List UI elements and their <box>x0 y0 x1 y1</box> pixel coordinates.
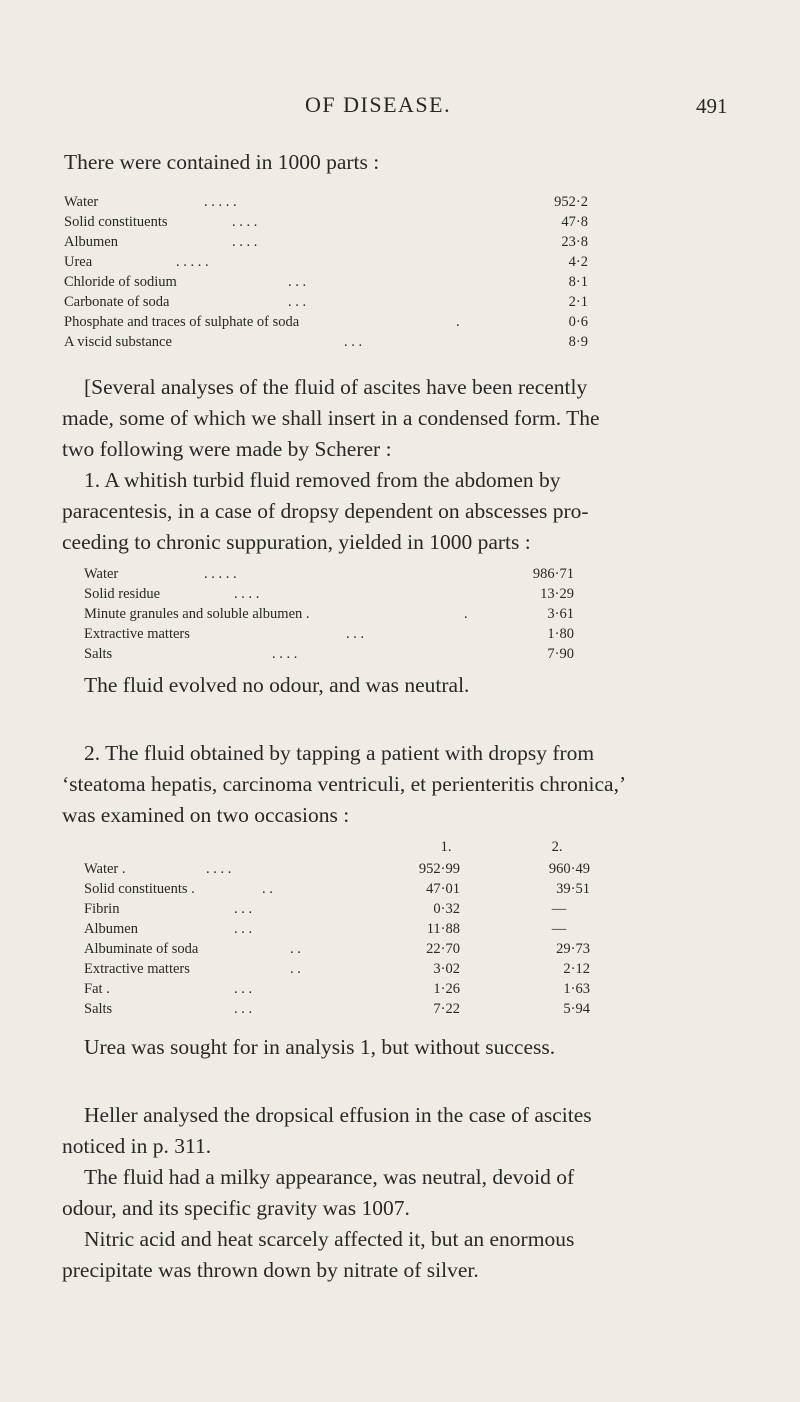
table-row: Albumen . . . 11·88 — <box>84 921 567 937</box>
intro-line: There were contained in 1000 parts : <box>64 150 380 174</box>
column-header-1: 1. <box>440 839 452 855</box>
table-row: Salts . . . . 7·90 <box>84 646 574 662</box>
page-number: 491 <box>696 94 728 118</box>
column-header-2: 2. <box>551 839 563 855</box>
running-head <box>0 92 800 122</box>
table-row: A viscid substance . . . 8·9 <box>64 334 588 350</box>
paragraph-tapping: 2. The fluid obtained by tapping a patient with dropsy from ‘steatoma hepatis, carcinoma ventriculi, et perienteritis chronica,’ was examined on two occasions : <box>62 741 627 827</box>
table-row: Phosphate and traces of sulphate of soda . 0·6 <box>64 314 588 330</box>
table-row: Fibrin . . . 0·32 — <box>84 901 567 917</box>
table-3 <box>84 837 644 1019</box>
table-1 <box>64 192 588 352</box>
table-row: Fat . . . . 1·26 1·63 <box>84 981 590 997</box>
running-title: OF DISEASE. <box>305 92 452 117</box>
table-row: Water . . . . . 986·71 <box>84 566 574 582</box>
table-row: Extractive matters . . . 1·80 <box>84 626 574 642</box>
paragraph-urea: Urea was sought for in analysis 1, but without success. <box>84 1035 556 1059</box>
paragraph-heller: Heller analysed the dropsical effusion in the case of ascites noticed in p. 311. The fluid had a milky appearance, was neutral, devoid of odour, and its specific gravity was 1007. Nitric acid and heat scarcely affected it, but an enormous precipitate was thrown down by nitrate of silver. <box>62 1103 592 1282</box>
table-row: Solid residue . . . . 13·29 <box>84 586 574 602</box>
table-row: Minute granules and soluble albumen . . 3·61 <box>84 606 574 622</box>
table-row: Water . . . . . 952·2 <box>64 194 588 210</box>
paragraph-fluid-neutral: The fluid evolved no odour, and was neutral. <box>84 673 470 697</box>
table-row: Urea . . . . . 4·2 <box>64 254 588 270</box>
table-2 <box>84 564 604 664</box>
table-header-row <box>84 837 644 859</box>
table-row: Water . . . . . 952·99 960·49 <box>84 861 590 877</box>
table-row: Solid constituents . . . . 47·8 <box>64 214 588 230</box>
table-row: Albumen . . . . 23·8 <box>64 234 588 250</box>
paragraph-several-analyses: [Several analyses of the fluid of ascites have been recently made, some of which we shall insert in a condensed form. The two following were made by Scherer : 1. A whitish turbid fluid removed from the abdomen by paracentesis, in a case of dropsy dependent on abscesses pro- ceeding to chronic suppuration, yielded in 1000 parts : <box>62 375 600 554</box>
table-row: Albuminate of soda . . 22·70 29·73 <box>84 941 590 957</box>
table-row: Carbonate of soda . . . 2·1 <box>64 294 588 310</box>
table-row: Solid constituents . . . 47·01 39·51 <box>84 881 590 897</box>
table-row: Extractive matters . . 3·02 2·12 <box>84 961 590 977</box>
table-row: Chloride of sodium . . . 8·1 <box>64 274 588 290</box>
table-row: Salts . . . 7·22 5·94 <box>84 1001 590 1017</box>
